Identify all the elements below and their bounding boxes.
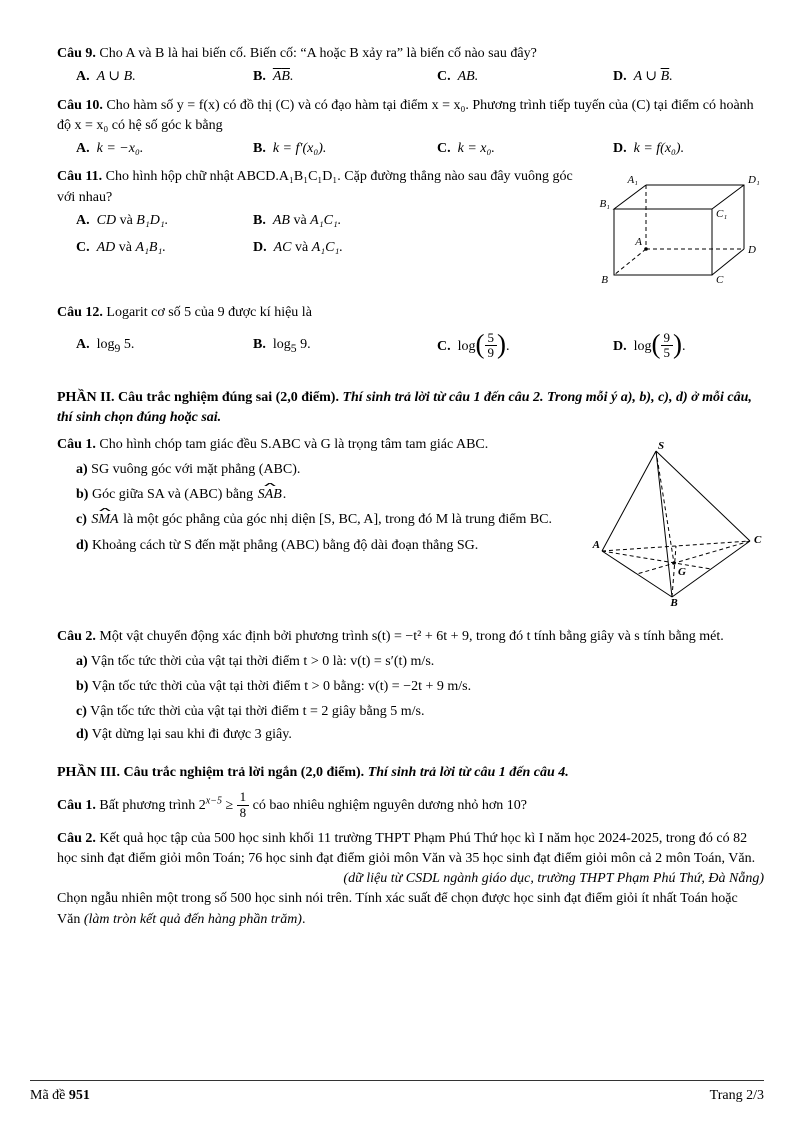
question-10 [57,96,764,160]
question-9 [57,44,764,88]
option-label: A. [76,213,90,229]
power-exponent [206,796,222,807]
item-text-pre: Góc giữa SA và (ABC) bằng [91,487,254,503]
option-text: k = −x₀. [96,141,144,157]
option-10d [613,139,764,159]
part3-question-2 [57,829,764,930]
p2q2-item-a [57,652,764,672]
vertex-label-a1: A₁ [627,174,638,187]
option-connector: và [119,213,133,229]
option-math-2: A₁C₁. [311,240,343,256]
exam-code-prefix: Mã đề [30,1088,66,1103]
angle-letters: SAB [257,487,282,503]
log-argument: 5. [123,336,135,352]
part3-heading-main: PHẦN III. Câu trắc nghiệm trả lời ngắn (2,0 điểm). [57,765,365,780]
widehat-angle-sab [257,485,283,505]
vertex-label-a: A [635,236,642,249]
option-label: D. [613,338,627,354]
exam-code [30,1086,90,1106]
p3q2-question [57,889,764,930]
part3-heading [57,763,764,783]
option-math-1: AB [272,213,290,229]
data-source-note: (dữ liệu từ CSDL ngành giáo dục, trường THPT Phạm Phú Thứ, Đà Nẵng) [343,871,764,887]
fraction-5-9 [485,331,498,360]
right-paren: ) [497,328,507,359]
exponent-text: x−5 [205,795,222,807]
p2q1-text: Cho hình chóp tam giác đều S.ABC và G là trọng tâm tam giác ABC. [99,436,489,452]
p3q2-text2: Chọn ngẫu nhiên một trong số 500 học sinh nói trên. Tính xác suất để chọn được học sinh đạt điểm giỏi ít nhất Toán hoặc Văn [57,891,738,927]
item-text: Vận tốc tức thời của vật tại thời điểm t > 0 bằng: v(t) = −2t + 9 m/s. [91,679,472,695]
question-10-label: Câu 10. [57,97,103,113]
exam-code-number: 951 [68,1088,90,1103]
item-label: d) [76,537,89,553]
option-text: A ∪ B. [96,69,136,85]
log-base: log [272,336,291,352]
question-12-label: Câu 12. [57,305,103,321]
item-label: d) [76,726,89,742]
vertex-label-s: S [658,439,665,452]
fraction-numerator: 5 [485,331,498,347]
item-label: b) [76,487,89,503]
option-9d [613,67,764,87]
pyramid-figure [592,439,762,607]
option-11a [76,211,253,231]
right-paren: ) [673,328,683,359]
cuboid-figure [590,171,762,285]
item-label: c) [76,704,87,720]
p2q2-label: Câu 2. [57,628,96,644]
option-label: A. [76,141,90,157]
p3q1-text-pre: Bất phương trình [99,798,196,814]
question-12 [57,303,764,365]
option-9a [76,67,253,87]
option-12d [613,327,764,366]
item-label: c) [76,512,87,528]
option-label: D. [613,141,627,157]
option-connector: và [118,240,133,256]
power-expression [198,795,222,814]
vertex-label-b: B [601,274,608,286]
question-11-options [57,211,578,259]
option-label: C. [437,141,451,157]
fraction-9-5 [661,331,674,360]
page-footer [30,1080,764,1106]
option-math-1: AC [273,240,292,256]
item-text: Vận tốc tức thời của vật tại thời điểm t > 0 là: v(t) = s′(t) m/s. [90,653,435,669]
p3q2-rounding-note: (làm tròn kết quả đến hàng phần trăm) [83,911,302,927]
item-text-post: là một góc phẳng của góc nhị diện [S, BC, A], trong đó M là trung điểm BC. [119,512,553,528]
option-math-2: B₁D₁. [136,213,169,229]
option-text-end: . [289,69,294,85]
option-label: B. [253,213,266,229]
p2q1-label: Câu 1. [57,436,96,452]
item-text: Khoảng cách từ S đến mặt phẳng (ABC) bằng độ dài đoạn thẳng SG. [91,537,479,553]
option-math-1: AD [96,240,116,256]
option-9b [253,67,437,87]
log-base: log [457,338,476,354]
option-text-pre: A ∪ [633,69,661,85]
question-12-text: Logarit cơ số 5 của 9 được kí hiệu là [106,305,312,321]
option-12a [76,335,253,358]
question-11-label: Câu 11. [57,169,103,185]
log-base: log [96,336,115,352]
p3q1-text-post: có bao nhiêu nghiệm nguyên dương nhỏ hơn 10? [252,798,528,814]
p3q2-text: Kết quả học tập của 500 học sinh khối 11 trường THPT Phạm Phú Thứ học kì I năm học 2024-2025, trong đó có 82 học sinh đạt điểm giỏi môn Toán; 76 học sinh đạt điểm giỏi môn Văn và 35 học sinh đạt điểm giỏi môn cả 2 môn Toán, Văn. [57,830,756,866]
fraction-denominator: 9 [487,345,495,361]
option-label: B. [253,69,266,85]
part2-heading [57,388,764,429]
part3-question-1 [57,791,764,820]
question-10-text: Cho hàm số y = f(x) có đồ thị (C) và có đạo hàm tại điểm x = x₀. Phương trình tiếp tuyến của (C) tại điểm có hoành độ x = x₀ có hệ số góc k bằng [57,97,754,133]
option-10c [437,139,613,159]
item-label: b) [76,679,89,695]
option-connector: và [293,213,307,229]
option-label: A. [76,336,90,352]
angle-letters: SMA [91,512,119,528]
vertex-label-d: D [748,244,756,257]
vertex-label-c: C [716,274,724,286]
vertex-label-b1: B₁ [599,198,610,211]
overlined-b: $\overline{B}$ [281,69,290,85]
option-label: D. [253,240,267,256]
fraction-1-8 [237,790,250,819]
fraction-denominator: 8 [239,804,247,820]
option-label: C. [437,338,451,354]
p3q1-label: Câu 1. [57,798,96,814]
part2-heading-note: Thí sinh trả lời từ câu 1 đến câu 2. Trong mỗi ý a), b), c), d) ở mỗi câu, thí sinh chọn đúng hoặc sai. [57,389,752,426]
widehat-angle-sma [90,510,119,530]
fraction-numerator: 1 [237,790,250,806]
option-label: C. [76,240,90,256]
question-12-options [57,327,764,366]
option-text: AB. [457,69,479,85]
fraction-denominator: 5 [663,345,671,361]
option-label: D. [613,69,627,85]
vertex-label-g: G [678,565,686,578]
option-label: C. [437,69,451,85]
option-11b [253,211,437,231]
log-base: log [633,338,652,354]
vertex-label-c: C [754,533,762,546]
option-suffix: . [682,338,686,354]
p3q2-end: . [301,911,306,927]
question-9-text: Cho A và B là hai biến cố. Biến cố: “A hoặc B xảy ra” là biến cố nào sau đây? [99,46,537,61]
option-9c [437,67,613,87]
option-label: A. [76,69,90,85]
vertex-label-b: B [670,596,678,607]
question-11-text: Cho hình hộp chữ nhật ABCD.A₁B₁C₁D₁. Cặp đường thẳng nào sau đây vuông góc với nhau? [57,169,573,205]
overlined-b: $\overline{B}$ [660,69,670,85]
option-text: k = x₀. [457,141,495,157]
left-paren: ( [651,328,661,359]
part2-heading-main: PHẦN II. Câu trắc nghiệm đúng sai (2,0 điểm). [57,389,339,405]
p2q2-item-d [57,725,764,745]
option-10a [76,139,253,159]
option-connector: và [295,240,309,256]
p2q2-item-b [57,677,764,697]
option-12c [437,327,613,366]
part2-question-2 [57,627,764,745]
question-9-label: Câu 9. [57,46,96,61]
option-label: B. [253,336,266,352]
log-subscript: 9 [114,341,121,355]
p3q2-label: Câu 2. [57,830,96,846]
option-text-end: . [669,69,673,85]
option-math-1: CD [96,213,117,229]
option-math-2: A₁B₁. [135,240,166,256]
question-9-options [57,67,764,87]
vertex-label-a: A [592,538,600,551]
part3-heading-note: Thí sinh trả lời từ câu 1 đến câu 4. [367,765,569,780]
page-number: Trang 2/3 [709,1088,764,1103]
option-math-2: A₁C₁. [310,213,342,229]
option-11d [253,238,437,258]
item-text: Vận tốc tức thời của vật tại thời điểm t = 2 giây bằng 5 m/s. [90,704,425,720]
item-label: a) [76,461,88,477]
item-label: a) [76,653,88,669]
overlined-a: $\overline{A}$ [272,69,282,85]
option-10b [253,139,437,159]
item-text-post: . [282,487,287,503]
question-11 [57,167,764,289]
option-text: k = f(x₀). [633,141,685,157]
vertex-label-c1: C₁ [716,208,728,221]
p2q2-item-c [57,702,764,722]
part2-question-1 [57,435,764,611]
power-base: 2 [198,798,206,814]
option-label: B. [253,141,266,157]
log-argument: 9. [300,336,311,352]
item-text: SG vuông góc với mặt phẳng (ABC). [91,461,301,477]
option-suffix: . [506,338,510,354]
question-10-options [57,139,764,159]
option-11c [76,238,253,258]
geq-sign: ≥ [225,798,234,814]
fraction-numerator: 9 [661,331,674,347]
log-subscript: 5 [290,341,297,355]
vertex-label-d1: D₁ [748,174,760,187]
option-text: k = f′(x₀). [272,141,327,157]
left-paren: ( [475,328,485,359]
option-12b [253,335,437,358]
item-text: Vật dừng lại sau khi đi được 3 giây. [91,726,292,742]
p2q2-text: Một vật chuyển động xác định bởi phương trình s(t) = −t² + 6t + 9, trong đó t tính bằng giây và s tính bằng mét. [99,628,724,644]
